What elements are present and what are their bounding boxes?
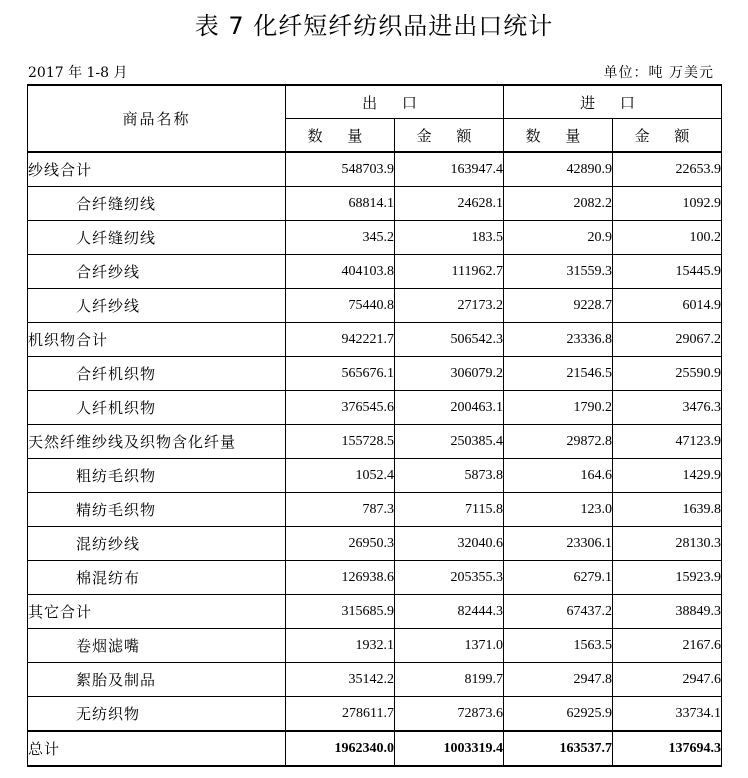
header-import: 进 口 [504, 85, 722, 119]
export-amount-cell: 205355.3 [395, 561, 504, 595]
export-quantity-cell: 1932.1 [286, 629, 395, 663]
export-quantity-cell: 35142.2 [286, 663, 395, 697]
import-amount-cell: 33734.1 [613, 697, 722, 732]
export-amount-cell: 27173.2 [395, 289, 504, 323]
table-row [28, 561, 722, 595]
import-amount-cell: 15923.9 [613, 561, 722, 595]
export-amount-cell: 8199.7 [395, 663, 504, 697]
export-quantity-cell: 75440.8 [286, 289, 395, 323]
export-amount-cell: 7115.8 [395, 493, 504, 527]
import-amount-cell: 38849.3 [613, 595, 722, 629]
import-quantity-cell: 29872.8 [504, 425, 613, 459]
table-row [28, 391, 722, 425]
export-amount-cell: 250385.4 [395, 425, 504, 459]
import-quantity-cell: 67437.2 [504, 595, 613, 629]
table-row [28, 527, 722, 561]
header-product-name: 商品名称 [28, 85, 286, 152]
import-amount-cell: 29067.2 [613, 323, 722, 357]
import-amount-cell: 100.2 [613, 221, 722, 255]
product-name-cell: 精纺毛织物 [28, 493, 286, 527]
import-amount-cell: 28130.3 [613, 527, 722, 561]
export-amount-cell: 183.5 [395, 221, 504, 255]
table-row [28, 323, 722, 357]
export-quantity-cell: 404103.8 [286, 255, 395, 289]
export-quantity-cell: 548703.9 [286, 152, 395, 187]
export-amount-cell: 32040.6 [395, 527, 504, 561]
export-quantity-cell: 26950.3 [286, 527, 395, 561]
import-quantity-cell: 62925.9 [504, 697, 613, 732]
product-name-cell: 机织物合计 [28, 323, 286, 357]
table-body [28, 152, 722, 766]
import-amount-cell: 1429.9 [613, 459, 722, 493]
header-import-quantity: 数 量 [504, 119, 613, 153]
table-row [28, 425, 722, 459]
import-amount-cell: 6014.9 [613, 289, 722, 323]
unit-label: 单位：吨 万美元 [603, 65, 714, 81]
import-quantity-cell: 20.9 [504, 221, 613, 255]
product-name-cell: 絮胎及制品 [28, 663, 286, 697]
product-name-cell: 合纤机织物 [28, 357, 286, 391]
export-amount-cell: 82444.3 [395, 595, 504, 629]
import-quantity-cell: 1790.2 [504, 391, 613, 425]
export-amount-cell: 111962.7 [395, 255, 504, 289]
export-quantity-cell: 942221.7 [286, 323, 395, 357]
import-quantity-cell: 6279.1 [504, 561, 613, 595]
product-name-cell: 粗纺毛织物 [28, 459, 286, 493]
import-quantity-cell: 164.6 [504, 459, 613, 493]
import-quantity-cell: 163537.7 [504, 731, 613, 766]
import-quantity-cell: 23336.8 [504, 323, 613, 357]
import-amount-cell: 3476.3 [613, 391, 722, 425]
table-row [28, 629, 722, 663]
period-label: 2017 年 1-8 月 [28, 65, 128, 81]
table-row [28, 663, 722, 697]
export-amount-cell: 163947.4 [395, 152, 504, 187]
export-amount-cell: 506542.3 [395, 323, 504, 357]
table-row [28, 357, 722, 391]
import-amount-cell: 2947.6 [613, 663, 722, 697]
table-row [28, 493, 722, 527]
product-name-cell: 人纤缝纫线 [28, 221, 286, 255]
import-quantity-cell: 9228.7 [504, 289, 613, 323]
export-amount-cell: 5873.8 [395, 459, 504, 493]
table-row [28, 255, 722, 289]
export-quantity-cell: 155728.5 [286, 425, 395, 459]
product-name-cell: 卷烟滤嘴 [28, 629, 286, 663]
product-name-cell: 人纤纱线 [28, 289, 286, 323]
product-name-cell: 总计 [28, 731, 286, 766]
import-quantity-cell: 123.0 [504, 493, 613, 527]
import-amount-cell: 1639.8 [613, 493, 722, 527]
import-quantity-cell: 21546.5 [504, 357, 613, 391]
table-row [28, 595, 722, 629]
trade-stats-table [27, 84, 722, 767]
import-amount-cell: 15445.9 [613, 255, 722, 289]
export-quantity-cell: 278611.7 [286, 697, 395, 732]
table-row [28, 289, 722, 323]
export-quantity-cell: 1962340.0 [286, 731, 395, 766]
header-export: 出 口 [286, 85, 504, 119]
table-row [28, 152, 722, 187]
export-amount-cell: 24628.1 [395, 187, 504, 221]
export-quantity-cell: 126938.6 [286, 561, 395, 595]
export-quantity-cell: 565676.1 [286, 357, 395, 391]
export-quantity-cell: 315685.9 [286, 595, 395, 629]
product-name-cell: 其它合计 [28, 595, 286, 629]
import-amount-cell: 22653.9 [613, 152, 722, 187]
export-amount-cell: 200463.1 [395, 391, 504, 425]
export-quantity-cell: 345.2 [286, 221, 395, 255]
table-row [28, 459, 722, 493]
header-export-amount: 金 额 [395, 119, 504, 153]
header-import-amount: 金 额 [613, 119, 722, 153]
export-quantity-cell: 376545.6 [286, 391, 395, 425]
import-quantity-cell: 31559.3 [504, 255, 613, 289]
import-amount-cell: 2167.6 [613, 629, 722, 663]
product-name-cell: 棉混纺布 [28, 561, 286, 595]
import-quantity-cell: 1563.5 [504, 629, 613, 663]
table-title: 表 7 化纤短纤纺织品进出口统计 [194, 12, 554, 40]
import-quantity-cell: 42890.9 [504, 152, 613, 187]
product-name-cell: 天然纤维纱线及织物含化纤量 [28, 425, 286, 459]
table-row [28, 697, 722, 732]
table-row [28, 221, 722, 255]
export-amount-cell: 1371.0 [395, 629, 504, 663]
export-amount-cell: 306079.2 [395, 357, 504, 391]
import-amount-cell: 25590.9 [613, 357, 722, 391]
export-quantity-cell: 68814.1 [286, 187, 395, 221]
product-name-cell: 合纤纱线 [28, 255, 286, 289]
import-quantity-cell: 23306.1 [504, 527, 613, 561]
product-name-cell: 人纤机织物 [28, 391, 286, 425]
export-amount-cell: 72873.6 [395, 697, 504, 732]
header-export-quantity: 数 量 [286, 119, 395, 153]
table-row [28, 187, 722, 221]
total-row [28, 731, 722, 766]
product-name-cell: 合纤缝纫线 [28, 187, 286, 221]
product-name-cell: 纱线合计 [28, 152, 286, 187]
import-quantity-cell: 2947.8 [504, 663, 613, 697]
import-amount-cell: 137694.3 [613, 731, 722, 766]
import-amount-cell: 1092.9 [613, 187, 722, 221]
product-name-cell: 无纺织物 [28, 697, 286, 732]
export-quantity-cell: 1052.4 [286, 459, 395, 493]
export-quantity-cell: 787.3 [286, 493, 395, 527]
import-quantity-cell: 2082.2 [504, 187, 613, 221]
import-amount-cell: 47123.9 [613, 425, 722, 459]
product-name-cell: 混纺纱线 [28, 527, 286, 561]
export-amount-cell: 1003319.4 [395, 731, 504, 766]
